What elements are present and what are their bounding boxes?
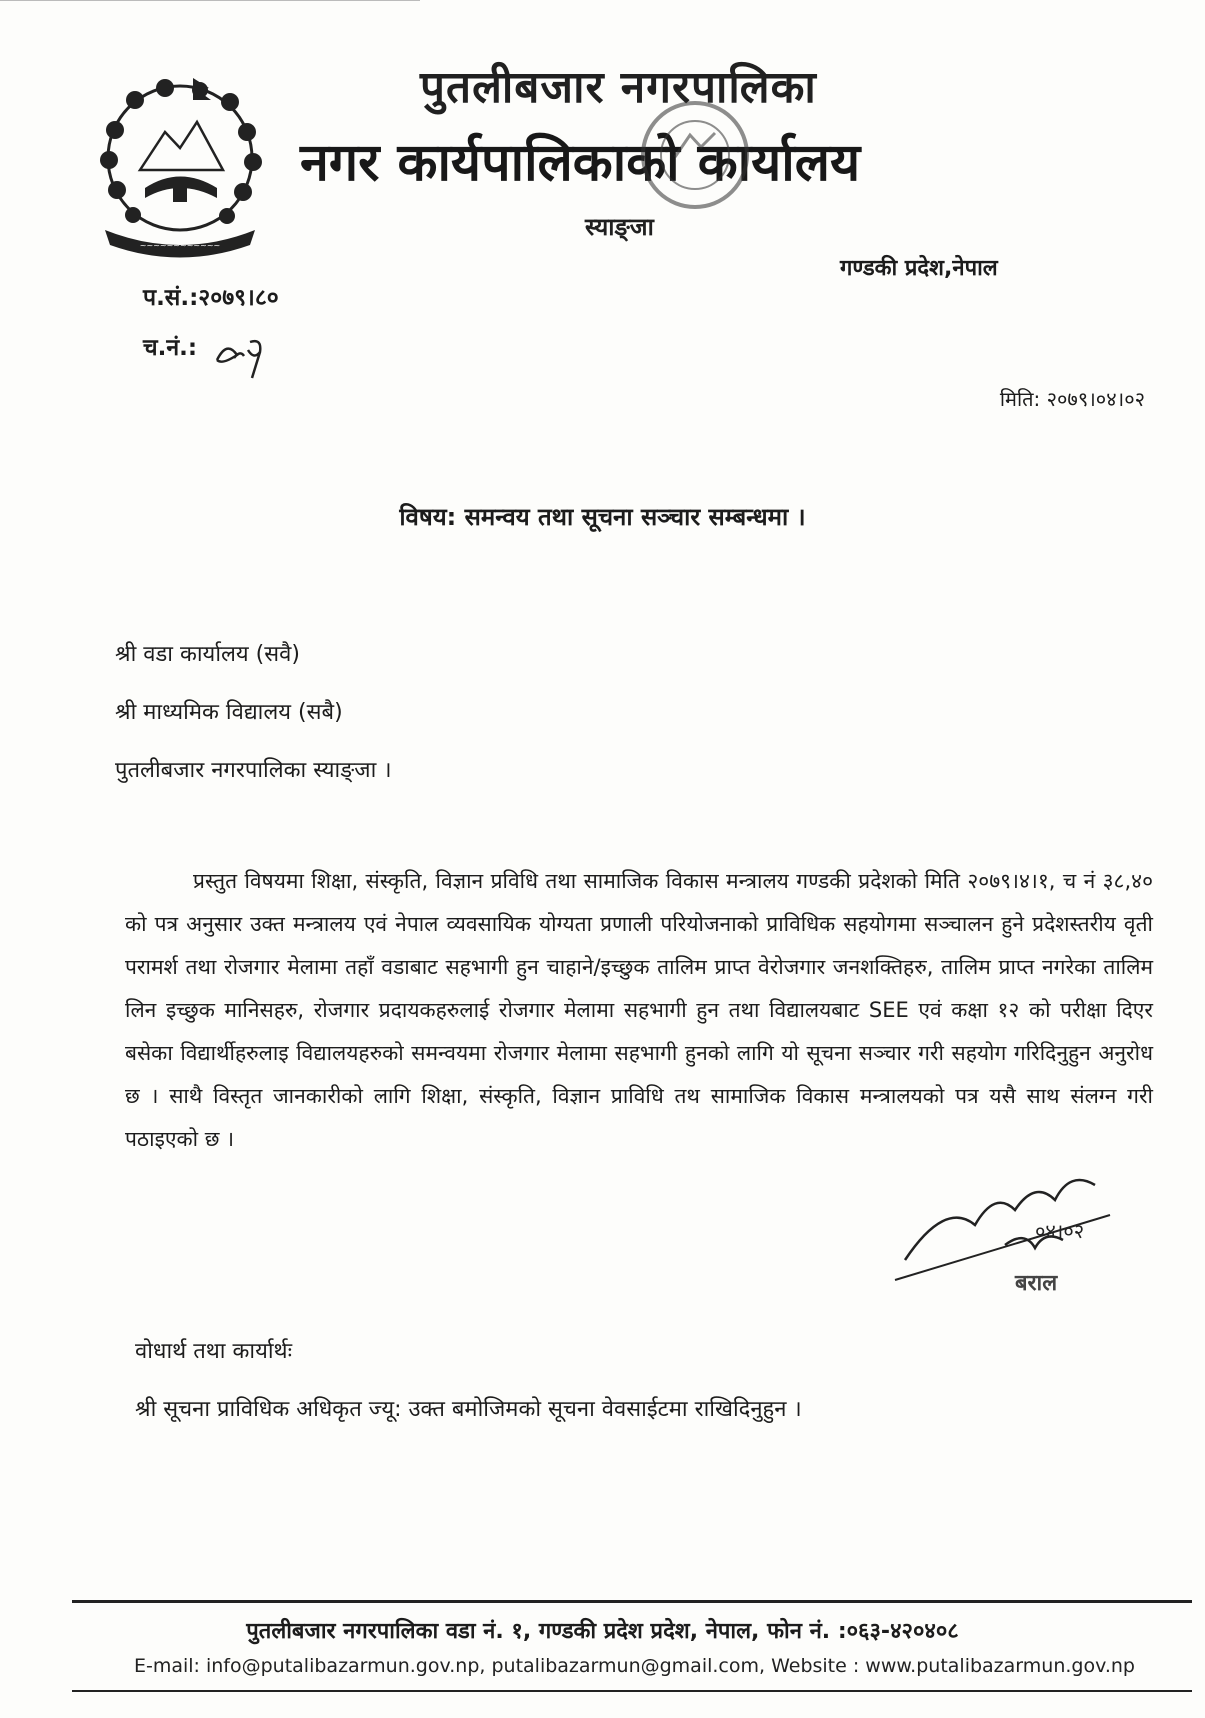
footer-address: पुतलीबजार नगरपालिका वडा नं. १, गण्डकी प्रदेश प्रदेश, नेपाल, फोन नं. :०६३-४२०४०८ [246, 1619, 959, 1644]
municipality-name: पुतलीबजार नगरपालिका [420, 62, 817, 113]
addressee-secondary-schools: श्री माध्यमिक विद्यालय (सबै) [115, 700, 343, 725]
handwritten-dispatch-number [212, 330, 272, 380]
signatory-name: बराल [1015, 1271, 1058, 1296]
dispatch-number-label: च.नं.: [143, 335, 198, 361]
footer-rule-top [72, 1600, 1192, 1603]
office-seal-stamp [635, 95, 755, 215]
letter-date: मिति: २०७९।०४।०२ [999, 387, 1145, 411]
scan-edge-line [0, 0, 420, 1]
addressee-municipality: पुतलीबजार नगरपालिका स्याङ्जा । [115, 758, 392, 783]
province-label: गण्डकी प्रदेश,नेपाल [840, 256, 998, 281]
reference-number: प.सं.:२०७९।८० [143, 285, 279, 311]
letter-body [125, 860, 1153, 1161]
office-name: नगर कार्यपालिकाको कार्यालय [300, 133, 861, 193]
addressee-ward-offices: श्री वडा कार्यालय (सवै) [115, 642, 300, 667]
svg-text:~~~~~~~~~~~~: ~~~~~~~~~~~~ [139, 241, 221, 250]
body-paragraph: प्रस्तुत विषयमा शिक्षा, संस्कृति, विज्ञान प्रविधि तथा सामाजिक विकास मन्त्रालय गण्डकी प्रदेशको मिति २०७९।४।१, च नं ३८,४० को पत्र अनुसार उक्त मन्त्रालय एवं नेपाल व्यवसायिक योग्यता प्रणाली परियोजनाको प्राविधिक सहयोगमा सञ्चालन हुने प्रदेशस्तरीय वृती परामर्श तथा रोजगार मेलामा तहाँ वडाबाट सहभागी हुन चाहाने/इच्छुक तालिम प्राप्त वेरोजगार जनशक्तिहरु, तालिम प्राप्त नगरेका तालिम लिन इच्छुक मानिसहरु, रोजगार प्रदायकहरुलाई रोजगार मेलामा सहभागी हुन तथा विद्यालयबाट SEE एवं कक्षा १२ को परीक्षा दिएर बसेका विद्यार्थीहरुलाइ विद्यालयहरुको समन्वयमा रोजगार मेलामा सहभागी हुनको लागि यो सूचना सञ्चार गरी सहयोग गरिदिनुहुन अनुरोध छ । साथै विस्तृत जानकारीको लागि शिक्षा, संस्कृति, विज्ञान प्राविधि तथ सामाजिक विकास मन्त्रालयको पत्र यसै साथ संलग्न गरी पठाइएको छ । [125, 869, 1153, 1151]
info-line: श्री सूचना प्राविधिक अधिकृत ज्यू: उक्त बमोजिमको सूचना वेवसाईटमा राखिदिनुहुन । [135, 1397, 802, 1422]
info-heading: वोधार्थ तथा कार्यार्थः [135, 1339, 293, 1364]
letter-subject: विषय: समन्वय तथा सूचना सञ्चार सम्बन्धमा । [399, 503, 806, 531]
handwritten-signature [885, 1130, 1125, 1320]
nepal-emblem-icon [85, 70, 275, 260]
district-name: स्याङ्जा [585, 213, 654, 241]
footer-contact: E-mail: info@putalibazarmun.gov.np, putalibazarmun@gmail.com, Website : www.putalibazarmun.gov.np [133, 1655, 1135, 1677]
footer-rule-bottom [72, 1690, 1192, 1692]
signature-date: ०४।०२ [1035, 1219, 1085, 1243]
